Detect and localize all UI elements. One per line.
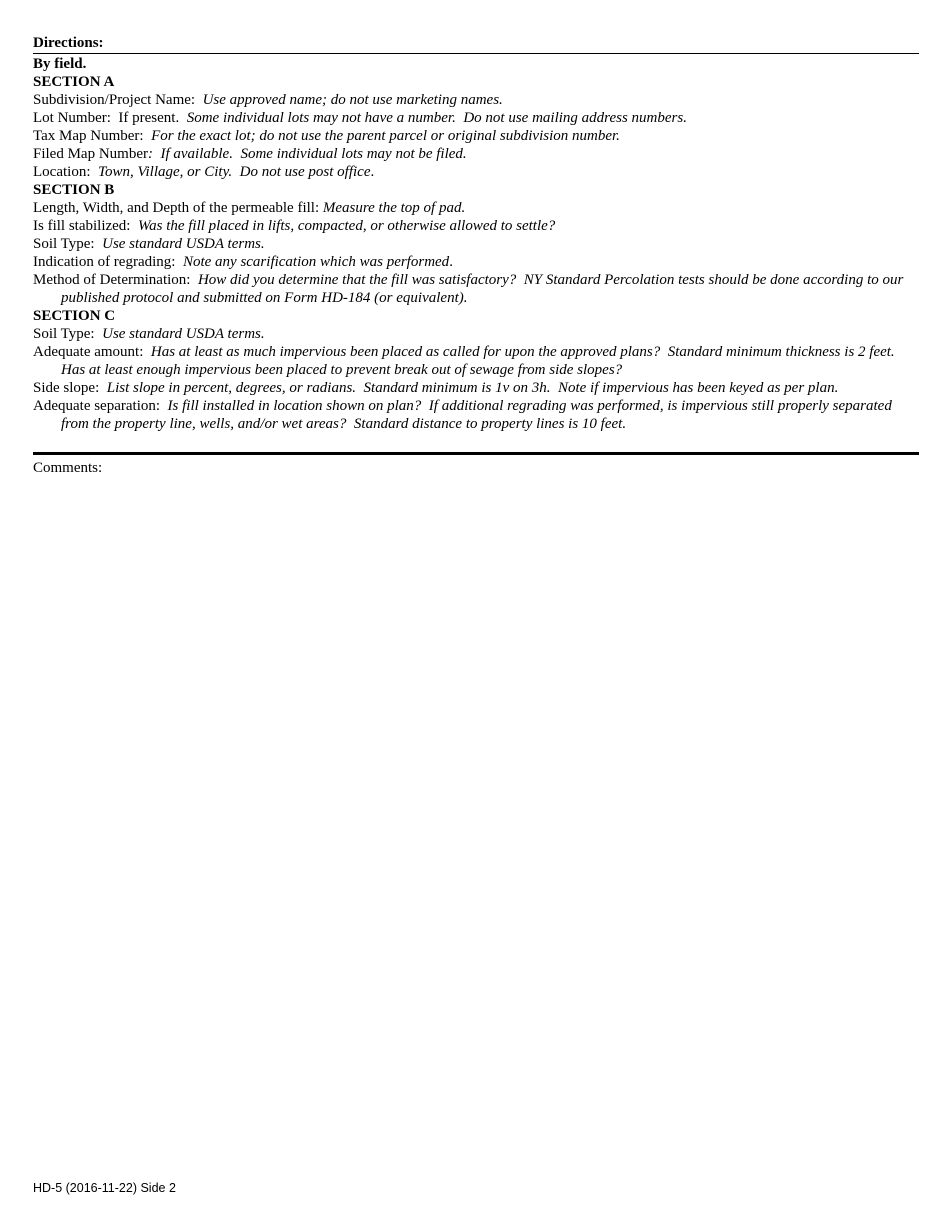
directions-title: Directions: bbox=[33, 35, 104, 51]
field-direction-entry bbox=[33, 163, 919, 181]
field-suffix: . bbox=[449, 254, 453, 270]
field-suffix: . bbox=[370, 164, 375, 180]
field-label: Soil Type: bbox=[33, 236, 103, 252]
field-label: Indication of regrading: bbox=[33, 254, 183, 270]
field-instruction: : If available. Some individual lots may not be filed. bbox=[147, 146, 467, 162]
field-instruction: Use standard USDA terms. bbox=[102, 326, 265, 342]
by-field-heading: By field. bbox=[33, 56, 87, 72]
directions-divider bbox=[33, 53, 919, 54]
field-instruction: For the exact lot; do not use the parent parcel or original subdivision number. bbox=[151, 128, 620, 144]
field-direction-entry bbox=[33, 397, 919, 433]
field-instruction: Town, Village, or City. Do not use post office bbox=[97, 164, 371, 180]
field-direction-entry bbox=[33, 199, 919, 217]
section-heading: SECTION C bbox=[33, 308, 116, 324]
field-instruction: How did you determine that the fill was satisfactory? NY Standard Percolation tests should be done according to our published protocol and submitted on Form HD-184 (or equivalent). bbox=[61, 272, 908, 306]
field-label: Tax Map Number: bbox=[33, 128, 152, 144]
field-instruction: List slope in percent, degrees, or radians. Standard minimum is 1v on 3h. Note if impervious has been keyed as per plan. bbox=[106, 380, 839, 396]
section-heading: SECTION B bbox=[33, 182, 115, 198]
field-label: Adequate separation: bbox=[33, 398, 168, 414]
field-direction-entry bbox=[33, 379, 919, 397]
field-direction-entry bbox=[33, 91, 919, 109]
field-instruction: Is fill installed in location shown on plan? If additional regrading was performed, is impervious still properly separated from the property line, wells, and/or wet areas? Standard distance to property lines is 10 feet. bbox=[61, 398, 896, 432]
field-instruction: Note any scarification which was performed bbox=[182, 254, 450, 270]
field-direction-entry bbox=[33, 217, 919, 235]
field-label: Adequate amount: bbox=[33, 344, 151, 360]
comments-label: Comments: bbox=[33, 460, 103, 476]
field-direction-entry bbox=[33, 325, 919, 343]
field-label: Side slope: bbox=[33, 380, 107, 396]
field-direction-entry bbox=[33, 145, 919, 163]
section-heading: SECTION A bbox=[33, 74, 115, 90]
field-direction-entry bbox=[33, 253, 919, 271]
sections-container bbox=[33, 73, 919, 433]
field-instruction: Was the fill placed in lifts, compacted, or otherwise allowed to settle? bbox=[137, 218, 556, 234]
field-instruction: Some individual lots may not have a number. Do not use mailing address numbers. bbox=[186, 110, 687, 126]
field-label: Location: bbox=[33, 164, 98, 180]
comments-divider bbox=[33, 452, 919, 455]
field-label: Length, Width, and Depth of the permeable fill: bbox=[33, 200, 323, 216]
field-label: Soil Type: bbox=[33, 326, 103, 342]
field-label: Is fill stabilized: bbox=[33, 218, 138, 234]
field-direction-entry bbox=[33, 343, 919, 379]
field-label: Method of Determination: bbox=[33, 272, 198, 288]
field-label: Lot Number: If present. bbox=[33, 110, 187, 126]
field-instruction: Use approved name; do not use marketing names. bbox=[202, 92, 503, 108]
field-label: Subdivision/Project Name: bbox=[33, 92, 203, 108]
field-direction-entry bbox=[33, 127, 919, 145]
field-instruction: Has at least as much impervious been placed as called for upon the approved plans? Standard minimum thickness is 2 feet. Has at least enough impervious been placed to prevent break out of sewage from side slopes? bbox=[61, 344, 903, 378]
directions-page bbox=[33, 34, 919, 477]
field-label: Filed Map Number bbox=[33, 146, 148, 162]
field-direction-entry bbox=[33, 109, 919, 127]
field-instruction: Measure the top of pad. bbox=[322, 200, 466, 216]
field-direction-entry bbox=[33, 235, 919, 253]
field-instruction: Use standard USDA terms. bbox=[102, 236, 265, 252]
form-footer: HD-5 (2016-11-22) Side 2 bbox=[33, 1181, 176, 1195]
field-direction-entry bbox=[33, 271, 919, 307]
